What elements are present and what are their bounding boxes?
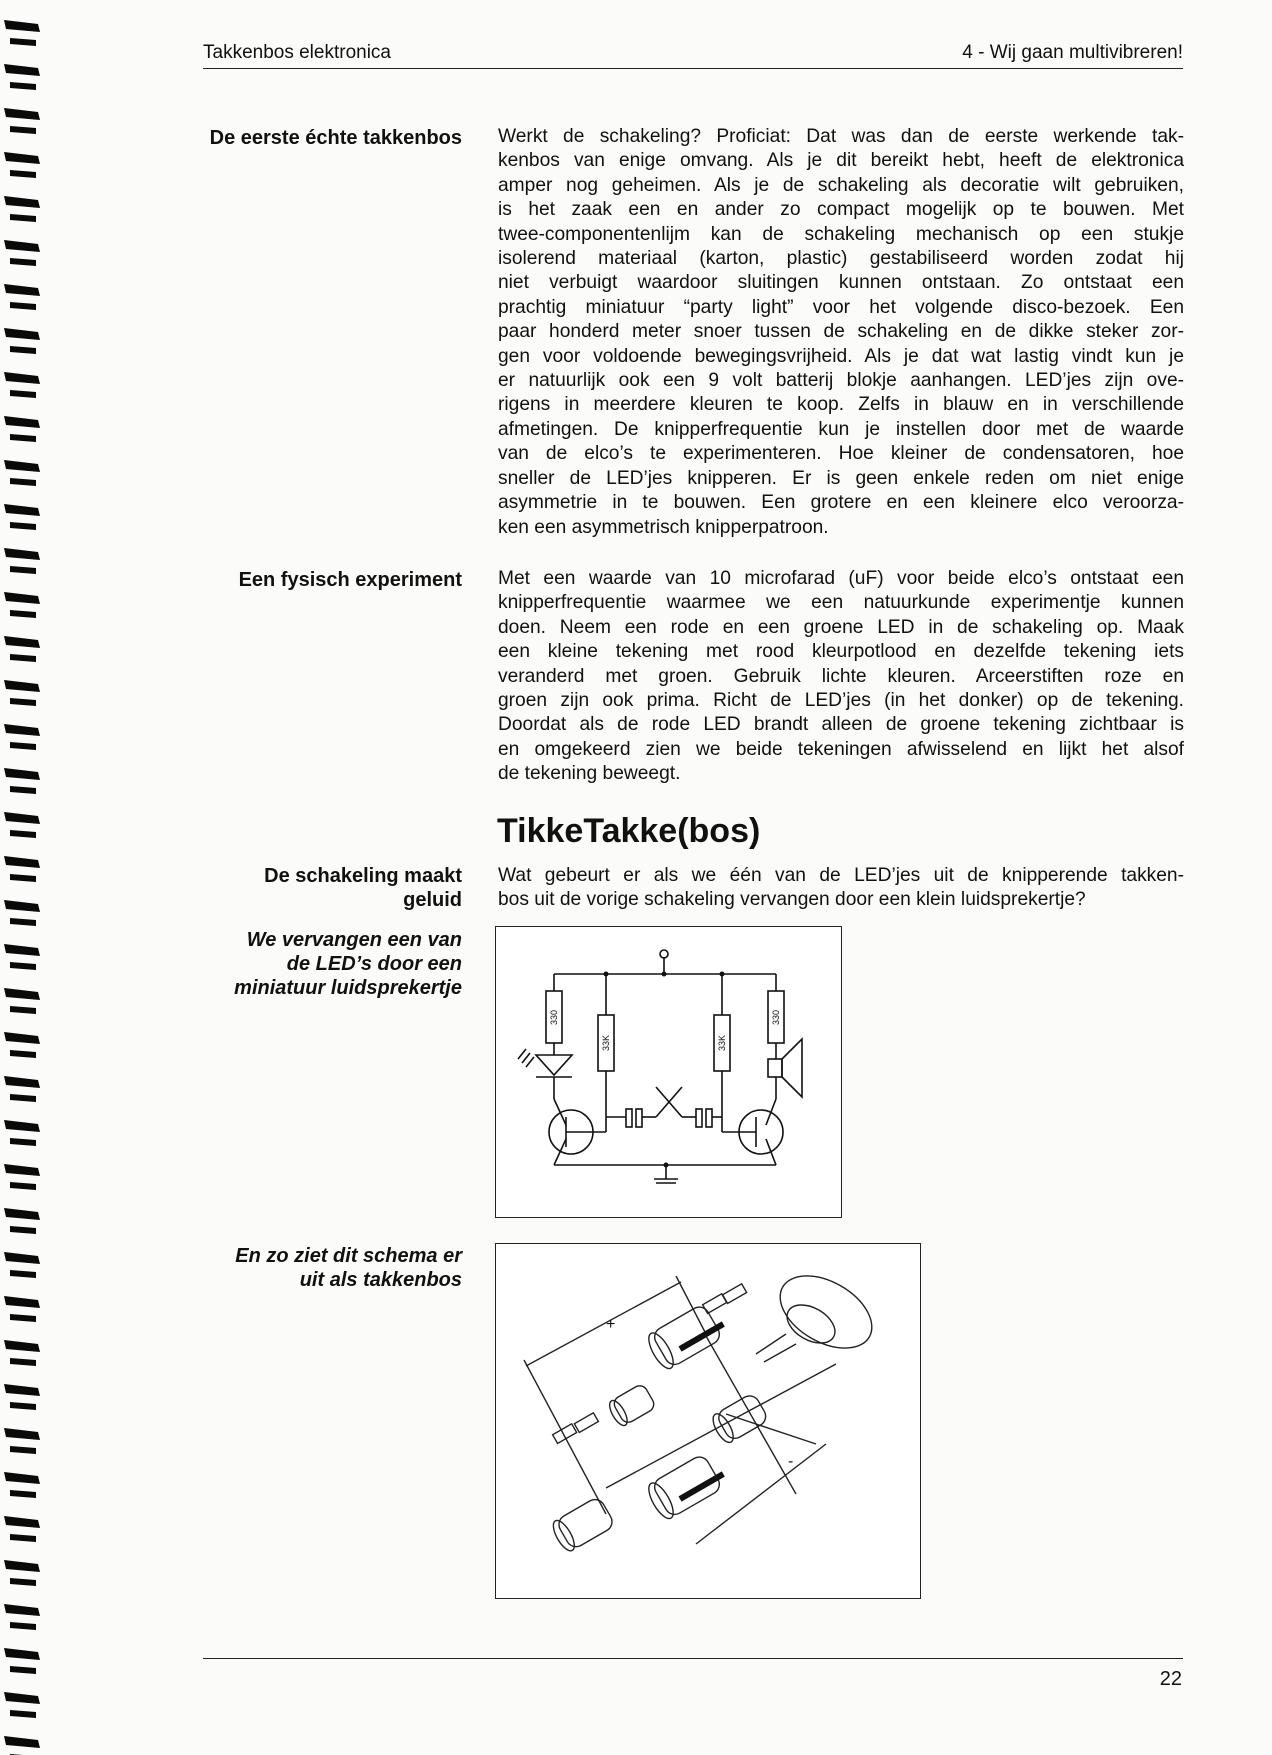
side-note-takkenbos <box>150 1244 462 1292</box>
book-title: Takkenbos elektronica <box>203 42 391 63</box>
chapter-title: 4 - Wij gaan multivibreren! <box>962 42 1183 63</box>
side-heading-line: geluid <box>403 889 462 911</box>
text-line: bos uit de vorige schakeling vervangen door een klein luidsprekertje? <box>498 889 1086 911</box>
text-line: en omgekeerd zien we beide tekeningen afwisselend en lijkt het alsof <box>498 738 1184 760</box>
multivibrator-schematic <box>496 927 841 1217</box>
side-heading-fysisch-experiment: Een fysisch experiment <box>238 569 462 591</box>
side-note-line: miniatuur luidsprekertje <box>234 977 462 999</box>
text-line: is het zaak een en ander zo compact mogelijk op te bouwen. Met <box>498 199 1184 221</box>
resistor-label: 330 <box>771 1009 781 1025</box>
text-line: prachtig miniatuur “party light” voor het volgende disco-bezoek. Een <box>498 296 1184 318</box>
page-number: 22 <box>1159 1668 1182 1690</box>
side-heading-geluid <box>150 864 462 912</box>
text-line: knipperfrequentie waarmee we een natuurkunde experimentje kunnen <box>498 592 1184 614</box>
text-line: groen zijn ook prima. Richt de LED’jes (in het donker) op de tekening. <box>498 690 1184 712</box>
plus-label: + <box>606 1316 616 1333</box>
text-line: ken een asymmetrisch knipperpatroon. <box>498 516 829 538</box>
text-line: de tekening beweegt. <box>498 763 681 785</box>
schematic-figure <box>495 926 842 1218</box>
text-line: Werkt de schakeling? Proficiat: Dat was dan de eerste werkende tak- <box>498 126 1184 147</box>
minus-label: - <box>788 1453 794 1470</box>
text-line: niet verbuigt waardoor sluitingen kunnen ontstaan. Zo ontstaat een <box>498 272 1184 294</box>
side-heading-eerste-takkenbos: De eerste échte takkenbos <box>209 127 462 149</box>
text-line: van de elco’s te experimenteren. Hoe kleiner de condensatoren, hoe <box>498 443 1184 465</box>
text-line: een kleine tekening met rood kleurpotlood en dezelfde tekening iets <box>498 641 1184 663</box>
takkenbos-drawing <box>496 1244 920 1598</box>
side-note-luidspreker <box>150 928 462 1000</box>
text-line: afmetingen. De knipperfrequentie kun je instellen door met de waarde <box>498 418 1184 440</box>
text-line: er natuurlijk ook een 9 volt batterij blokje aanhangen. LED’jes zijn ove- <box>498 370 1184 392</box>
resistor-label: 330 <box>549 1009 559 1025</box>
text-line: Met een waarde van 10 microfarad (uF) voor beide elco’s ontstaat een <box>498 568 1184 589</box>
paragraph-fysisch-experiment <box>498 567 1184 787</box>
paragraph-lines <box>498 864 1184 913</box>
text-line: sneller de LED’jes knipperen. Er is geen enkele reden om niet enige <box>498 467 1184 489</box>
text-line: veranderd met groen. Gebruik lichte kleuren. Arceerstiften roze en <box>498 665 1184 687</box>
resistor-label: 33K <box>717 1034 727 1051</box>
text-line: twee-componentenlijm kan de schakeling mechanisch op een stukje <box>498 223 1184 245</box>
text-line: rigens in meerdere kleuren te koop. Zelfs in blauw en in verschillende <box>498 394 1184 416</box>
paragraph-lines <box>498 125 1184 540</box>
resistor-label: 33K <box>601 1034 611 1051</box>
text-line: doen. Neem een rode en een groene LED in de schakeling op. Maak <box>498 616 1184 638</box>
side-heading-line: De schakeling maakt <box>264 865 462 887</box>
footer-rule <box>203 1658 1183 1659</box>
text-line: Wat gebeurt er als we één van de LED’jes uit de knipperende takken- <box>498 865 1184 886</box>
spiral-binding <box>0 0 48 1755</box>
paragraph-eerste-takkenbos <box>498 125 1184 540</box>
paragraph-lines <box>498 567 1184 787</box>
text-line: Doordat als de rode LED brandt alleen de groene tekening zichtbaar is <box>498 714 1184 736</box>
running-header <box>203 42 1183 69</box>
text-line: gen voor voldoende bewegingsvrijheid. Als je dat wat lastig vindt kun je <box>498 345 1184 367</box>
text-line: asymmetrie in te bouwen. Een grotere en een kleinere elco veroorza- <box>498 492 1184 514</box>
text-line: isolerend materiaal (karton, plastic) gestabiliseerd worden zodat hij <box>498 248 1184 270</box>
text-line: amper nog geheimen. Als je de schakeling als decoratie wilt gebruiken, <box>498 174 1184 196</box>
text-line: paar honderd meter snoer tussen de schakeling en de dikke steker zor- <box>498 321 1184 343</box>
takkenbos-figure <box>495 1243 921 1599</box>
side-note-line: En zo ziet dit schema er <box>235 1245 462 1267</box>
side-note-line: We vervangen een van <box>246 929 462 951</box>
side-note-line: de LED’s door een <box>286 953 462 975</box>
text-line: kenbos van enige omvang. Als je dit bereikt hebt, heeft de elektronica <box>498 150 1184 172</box>
side-note-line: uit als takkenbos <box>299 1269 462 1291</box>
paragraph-tikketakke <box>498 864 1184 913</box>
section-heading: TikkeTakke(bos) <box>497 812 761 850</box>
